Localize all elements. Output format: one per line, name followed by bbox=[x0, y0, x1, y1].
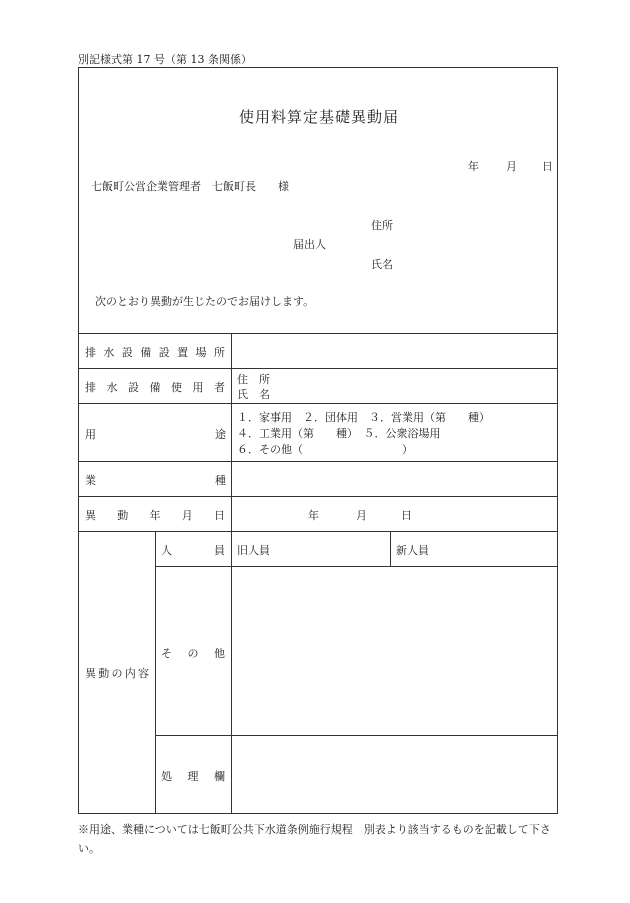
personnel-label: 人 員 bbox=[161, 544, 225, 557]
date-month: 月 bbox=[506, 160, 517, 173]
name-label: 氏名 bbox=[371, 258, 393, 271]
change-content-label: 異 動 の 内 容 bbox=[85, 667, 149, 680]
industry-field[interactable] bbox=[232, 462, 556, 496]
change-date-month: 月 bbox=[356, 509, 367, 522]
footnote: ※用途、業種については七飯町公共下水道条例施行規程 別表より該当するものを記載して下さい。 bbox=[78, 823, 551, 855]
drainage-location-label: 排 水 設 備 設 置 場 所 bbox=[85, 346, 225, 359]
processing-field[interactable] bbox=[232, 736, 556, 812]
user-address-label: 住 所 bbox=[237, 373, 270, 386]
other-label: そ の 他 bbox=[161, 647, 225, 660]
addressee: 七飯町公営企業管理者 七飯町長 様 bbox=[91, 180, 289, 193]
form-frame bbox=[78, 67, 558, 814]
change-date-day: 日 bbox=[401, 509, 412, 522]
usage-label-left: 用 bbox=[85, 428, 96, 441]
new-personnel-label: 新人員 bbox=[396, 544, 429, 557]
old-personnel-label: 旧人員 bbox=[237, 544, 270, 557]
usage-options-1: １．家事用 ２．団体用 ３．営業用（第 種） bbox=[237, 411, 490, 424]
usage-label-right: 途 bbox=[215, 428, 226, 441]
date-day: 日 bbox=[542, 160, 553, 173]
processing-label: 処 理 欄 bbox=[161, 770, 225, 783]
usage-options-2: ４．工業用（第 種） ５．公衆浴場用 bbox=[237, 427, 441, 440]
statement: 次のとおり異動が生じたのでお届けします。 bbox=[95, 295, 315, 308]
industry-label-left: 業 bbox=[85, 474, 96, 487]
change-date-year: 年 bbox=[308, 509, 319, 522]
other-field[interactable] bbox=[232, 567, 556, 734]
notifier-label: 届出人 bbox=[293, 238, 326, 251]
date-year: 年 bbox=[468, 160, 479, 173]
drainage-user-label: 排 水 設 備 使 用 者 bbox=[85, 381, 225, 394]
form-number-label: 別記様式第 17 号（第 13 条関係） bbox=[78, 53, 252, 66]
drainage-location-field[interactable] bbox=[232, 334, 556, 368]
user-name-label: 氏 名 bbox=[237, 388, 270, 401]
form-title: 使用料算定基礎異動届 bbox=[238, 108, 399, 126]
usage-options-3: ６．その他（ ） bbox=[237, 443, 413, 456]
address-label: 住所 bbox=[371, 219, 393, 232]
change-date-label: 異 動 年 月 日 bbox=[85, 509, 225, 522]
industry-label-right: 種 bbox=[215, 474, 226, 487]
